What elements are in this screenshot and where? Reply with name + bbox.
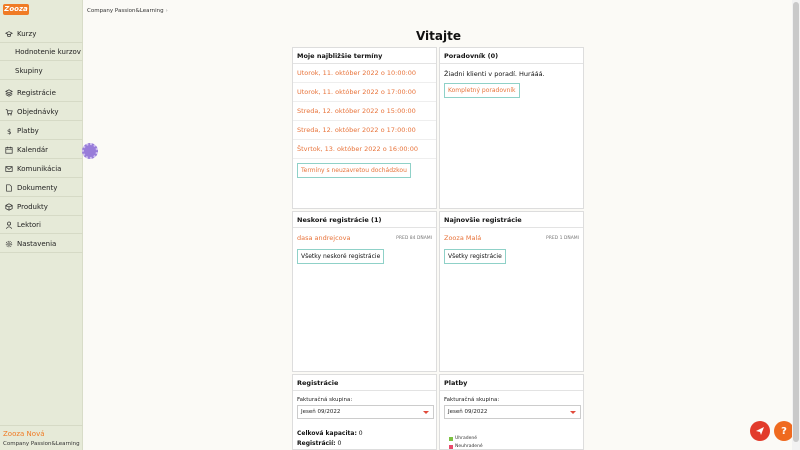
all-late-registrations-button[interactable]: Všetky neskoré registrácie	[297, 249, 384, 264]
chevron-down-icon	[570, 411, 576, 414]
legend-swatch	[449, 437, 453, 441]
card-title: Registrácie	[293, 375, 436, 391]
registration-name[interactable]: dasa andrejcova	[297, 234, 351, 242]
billing-group-value: Jeseň 09/2022	[301, 409, 341, 415]
sidebar-item-label: Produkty	[17, 202, 48, 211]
scrollbar-thumb[interactable]	[793, 2, 799, 442]
queue-card	[439, 47, 584, 209]
sidebar-item-label: Registrácie	[17, 88, 56, 97]
sidebar-item-dokumenty[interactable]	[0, 179, 83, 197]
capacity-label: Celková kapacita:	[297, 430, 357, 437]
chevron-down-icon	[423, 411, 429, 414]
payments-card	[439, 374, 584, 450]
sidebar-item-kalendar[interactable]	[0, 141, 83, 159]
card-title: Najnovšie registrácie	[440, 212, 583, 228]
sidebar-item-label: Skupiny	[15, 66, 43, 75]
sidebar-item-hodnotenie-kurzov[interactable]	[0, 43, 83, 61]
billing-group-label: Fakturačná skupina:	[297, 397, 353, 403]
card-title: Poradovník (0)	[440, 48, 583, 64]
payments-legend	[449, 436, 483, 449]
registration-time: PRED 1 DŇAMI	[546, 235, 579, 241]
sidebar-item-label: Lektori	[17, 220, 41, 229]
sidebar	[0, 0, 83, 450]
paper-plane-icon	[755, 426, 765, 436]
card-title: Neskoré registrácie (1)	[293, 212, 436, 228]
registration-row[interactable]	[293, 230, 436, 246]
zooza-logo[interactable]: Zooza	[4, 5, 28, 13]
breadcrumb	[87, 8, 168, 14]
send-message-button[interactable]	[750, 421, 770, 441]
envelope-icon	[4, 164, 13, 173]
card-title: Platby	[440, 375, 583, 391]
chevron-right-icon: ›	[165, 8, 168, 14]
legend-swatch	[449, 445, 453, 449]
term-item[interactable]: Štvrtok, 13. október 2022 o 16:00:00	[293, 140, 436, 159]
late-registrations-card	[292, 211, 437, 372]
layers-icon	[4, 88, 13, 97]
sidebar-item-label: Kurzy	[17, 29, 37, 38]
registration-name[interactable]: Zooza Malá	[444, 234, 482, 242]
capacity-value: 0	[358, 430, 363, 437]
capacity-stat	[297, 430, 363, 437]
sidebar-item-skupiny[interactable]	[0, 62, 83, 80]
user-company: Company Passion&Learning	[3, 441, 80, 447]
billing-group-select[interactable]	[297, 405, 434, 419]
registrations-count-stat	[297, 440, 341, 447]
person-icon	[4, 220, 13, 229]
legend-item-paid	[449, 436, 483, 441]
sidebar-item-label: Nastavenia	[17, 239, 57, 248]
help-button[interactable]: ?	[774, 421, 794, 441]
sidebar-item-label: Komunikácia	[17, 164, 62, 173]
billing-group-value: Jeseň 09/2022	[448, 409, 488, 415]
registrations-stats-card	[292, 374, 437, 450]
calendar-icon	[4, 145, 13, 154]
card-title: Moje najbližšie termíny	[293, 48, 436, 64]
user-name[interactable]: Zooza Nová	[3, 430, 45, 438]
sidebar-item-produkty[interactable]	[0, 198, 83, 216]
open-attendance-button[interactable]: Termíny s neuzavretou dochádzkou	[297, 163, 411, 178]
registrations-count-label: Registrácií:	[297, 440, 336, 447]
box-icon	[4, 202, 13, 211]
sidebar-item-label: Dokumenty	[17, 183, 58, 192]
cart-icon	[4, 107, 13, 116]
legend-item-unpaid	[449, 444, 483, 449]
billing-group-select[interactable]	[444, 405, 581, 419]
sidebar-item-komunikacia[interactable]	[0, 160, 83, 178]
sidebar-item-platby[interactable]	[0, 122, 83, 140]
scrollbar[interactable]	[792, 0, 800, 450]
document-icon	[4, 183, 13, 192]
newest-registrations-card	[439, 211, 584, 372]
sidebar-item-label: Kalendár	[17, 145, 49, 154]
billing-group-label: Fakturačná skupina:	[444, 397, 500, 403]
registrations-count-value: 0	[337, 440, 342, 447]
sidebar-item-nastavenia[interactable]	[0, 235, 83, 253]
registration-time: PRED 84 DŇAMI	[396, 235, 432, 241]
all-registrations-button[interactable]: Všetky registrácie	[444, 249, 506, 264]
legend-label: Uhradené	[455, 436, 477, 441]
cursor-indicator	[82, 143, 98, 159]
term-item[interactable]: Utorok, 11. október 2022 o 10:00:00	[293, 64, 436, 83]
sidebar-item-label: Platby	[17, 126, 39, 135]
upcoming-terms-card	[292, 47, 437, 209]
sidebar-item-registracie[interactable]	[0, 84, 83, 102]
sidebar-item-label: Hodnotenie kurzov	[15, 47, 81, 56]
graduation-cap-icon	[4, 29, 13, 38]
queue-empty-text: Žiadni klienti v poradí. Hurááá.	[444, 70, 545, 78]
term-item[interactable]: Utorok, 11. október 2022 o 17:00:00	[293, 83, 436, 102]
sidebar-item-label: Objednávky	[17, 107, 59, 116]
legend-label: Neuhradené	[455, 444, 483, 449]
term-item[interactable]: Streda, 12. október 2022 o 15:00:00	[293, 102, 436, 121]
sidebar-item-objednavky[interactable]	[0, 103, 83, 121]
dollar-icon	[4, 126, 13, 135]
full-queue-button[interactable]: Kompletný poradovník	[444, 83, 520, 98]
svg-text:$: $	[6, 126, 12, 135]
sidebar-item-lektori[interactable]	[0, 216, 83, 234]
sidebar-item-kurzy[interactable]	[0, 25, 83, 43]
page-title: Vitajte	[415, 29, 461, 43]
breadcrumb-company[interactable]: Company Passion&Learning	[87, 8, 164, 14]
sidebar-divider	[0, 425, 83, 426]
term-item[interactable]: Streda, 12. október 2022 o 17:00:00	[293, 121, 436, 140]
registration-row[interactable]	[440, 230, 583, 246]
gear-icon	[4, 239, 13, 248]
